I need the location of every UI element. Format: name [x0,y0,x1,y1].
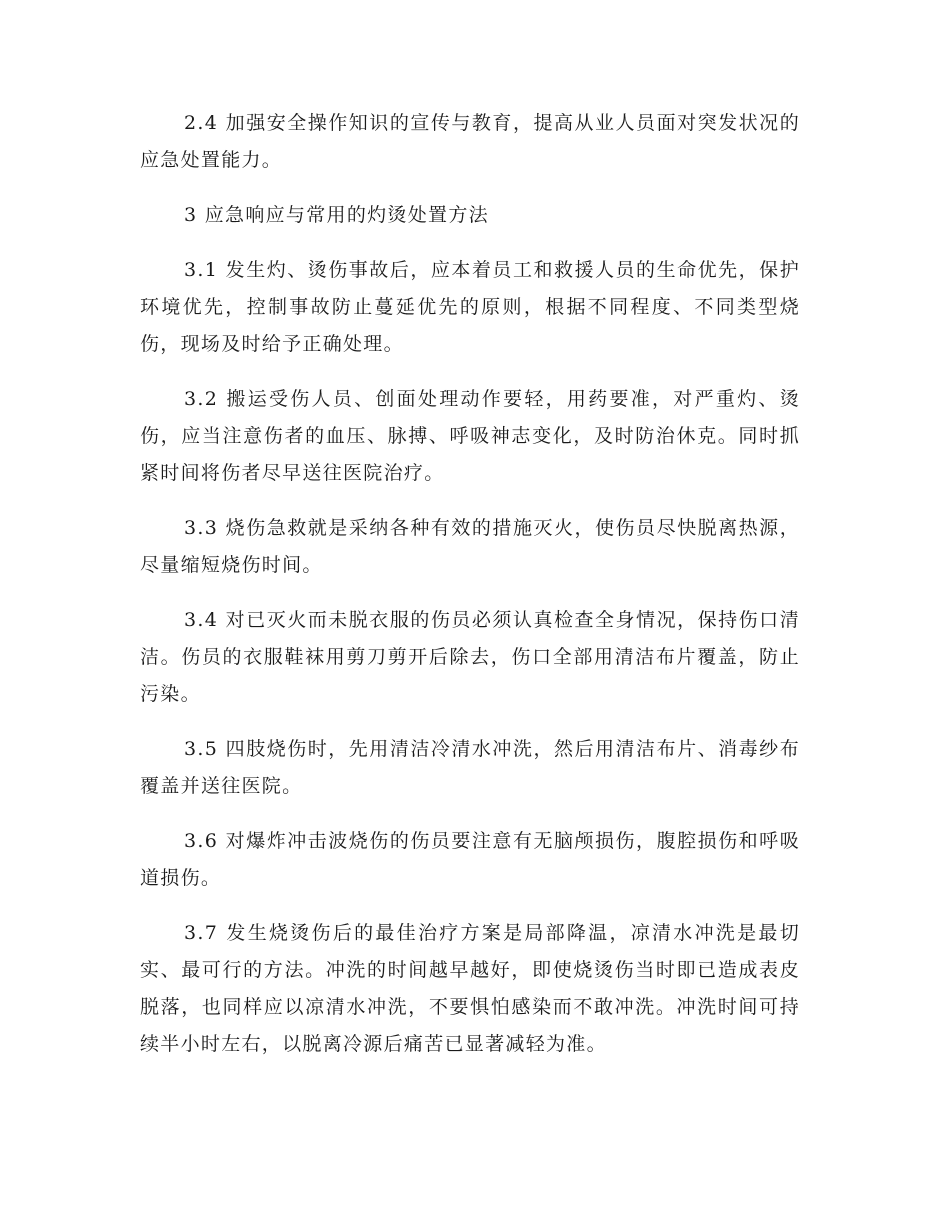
section-heading-3: 3 应急响应与常用的灼烫处置方法 [184,204,489,226]
document-body [140,105,800,1081]
paragraph-3-1: 3.1 发生灼、烫伤事故后，应本着员工和救援人员的生命优先，保护环境优先，控制事故防止蔓延优先的原则，根据不同程度、不同类型烧伤，现场及时给予正确处理。 [140,259,800,355]
paragraph-3-2: 3.2 搬运受伤人员、创面处理动作要轻，用药要准，对严重灼、烫伤，应当注意伤者的血压、脉搏、呼吸神志变化，及时防治休克。同时抓紧时间将伤者尽早送往医院治疗。 [140,388,800,484]
paragraph-3-4: 3.4 对已灭火而未脱衣服的伤员必须认真检查全身情况，保持伤口清洁。伤员的衣服鞋袜用剪刀剪开后除去，伤口全部用清洁布片覆盖，防止污染。 [140,609,800,705]
paragraph-3-7: 3.7 发生烧烫伤后的最佳治疗方案是局部降温，凉清水冲洗是最切实、最可行的方法。冲洗的时间越早越好，即使烧烫伤当时即已造成表皮脱落，也同样应以凉清水冲洗，不要惧怕感染而不敢冲洗。冲洗时间可持续半小时左右，以脱离冷源后痛苦已显著减轻为准。 [140,922,800,1055]
paragraph-3-3: 3.3 烧伤急救就是采纳各种有效的措施灭火，使伤员尽快脱离热源，尽量缩短烧伤时间。 [140,517,800,576]
paragraph-3-5: 3.5 四肢烧伤时，先用清洁冷清水冲洗，然后用清洁布片、消毒纱布覆盖并送往医院。 [140,738,800,797]
paragraph-2-4: 2.4 加强安全操作知识的宣传与教育，提高从业人员面对突发状况的应急处置能力。 [140,112,800,171]
paragraph-3-6: 3.6 对爆炸冲击波烧伤的伤员要注意有无脑颅损伤，腹腔损伤和呼吸道损伤。 [140,830,800,889]
